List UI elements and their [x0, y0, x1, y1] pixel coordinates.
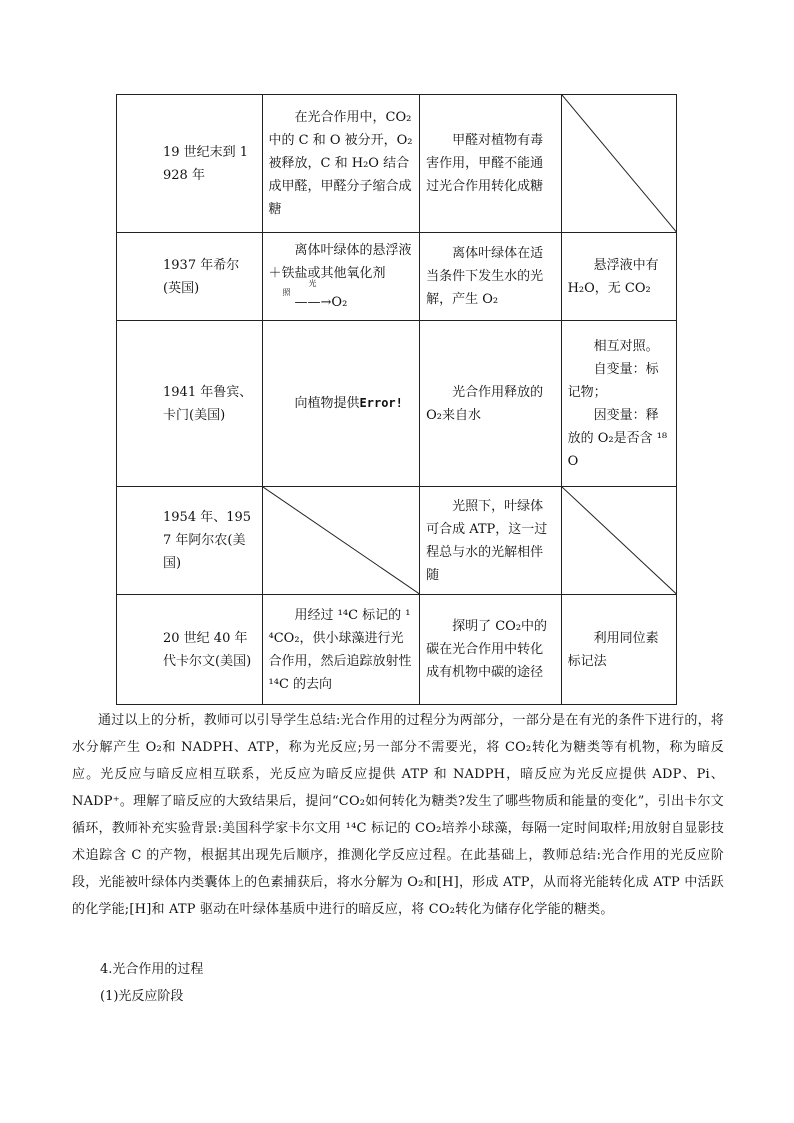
diagonal-line — [562, 487, 676, 594]
method-prefix: 向植物提供 — [294, 396, 360, 411]
empty-diagonal-cell — [561, 487, 676, 595]
conclusion-text: 离体叶绿体在适当条件下发生水的光解，产生 O₂ — [426, 246, 544, 307]
era-text: 20 世纪 40 年代卡尔文(美国) — [163, 630, 252, 669]
method-suffix: →O₂ — [320, 295, 348, 310]
method-cell — [262, 95, 420, 233]
method-text: 用经过 ¹⁴C 标记的 ¹⁴CO₂，供小球藻进行光合作用，然后追踪放射性 ¹⁴C 的去向 — [268, 607, 412, 692]
conclusion-cell — [420, 487, 562, 595]
subsection-heading: (1)光反应阶段 — [100, 989, 184, 1004]
era-text: 1954 年、1957 年阿尔农(美国) — [163, 510, 252, 571]
era-text: 1937 年希尔 (英国) — [163, 257, 240, 296]
conclusion-text: 探明了 CO₂中的碳在光合作用中转化成有机物中碳的途径 — [426, 619, 548, 680]
table-row — [117, 233, 677, 321]
era-cell — [117, 487, 263, 595]
note-cell — [561, 233, 676, 321]
method-cell — [262, 595, 420, 705]
table-row — [117, 321, 677, 487]
era-text: 1941 年鲁宾、卡门(美国) — [163, 384, 253, 423]
conclusion-cell — [420, 233, 562, 321]
table-row — [117, 595, 677, 705]
method-cell — [262, 321, 420, 487]
summary-paragraph-block — [72, 707, 724, 923]
empty-diagonal-cell — [262, 487, 420, 595]
note-line: 自变量：标记物； — [567, 361, 659, 400]
conclusion-text: 光合作用释放的 O₂来自水 — [426, 384, 544, 423]
table-row — [117, 487, 677, 595]
era-cell — [117, 233, 263, 321]
method-text: 在光合作用中，CO₂中的 C 和 O 被分开，O₂被释放，C 和 H₂O 结合成甲醛，甲醛分子缩合成糖 — [268, 110, 413, 217]
note-line: 因变量：释放的 O₂是否含 ¹⁸O — [567, 407, 668, 469]
conclusion-text: 光照下，叶绿体可合成 ATP，这一过程总与水的光解相伴随 — [426, 498, 548, 583]
method-text — [269, 392, 414, 415]
note-text: 利用同位素标记法 — [567, 630, 659, 669]
era-cell — [117, 595, 263, 705]
table-row — [117, 95, 677, 233]
section-heading: 4.光合作用的过程 — [100, 962, 204, 977]
era-cell — [117, 321, 263, 487]
diagonal-line — [263, 487, 420, 594]
note-text: 悬浮液中有 H₂O，无 CO₂ — [567, 257, 659, 296]
light-arrow: — 光照 — — [282, 279, 321, 310]
era-text: 19 世纪末到 1928 年 — [163, 144, 249, 183]
empty-diagonal-cell — [561, 95, 676, 233]
conclusion-cell — [420, 95, 562, 233]
history-table — [116, 94, 677, 705]
note-cell — [561, 595, 676, 705]
method-text — [269, 239, 414, 314]
method-prefix: 离体叶绿体的悬浮液＋铁盐或其他氧化剂 — [268, 243, 412, 281]
note-line: 相互对照。 — [593, 338, 659, 354]
conclusion-cell — [420, 321, 562, 487]
summary-paragraph: 通过以上的分析，教师可以引导学生总结:光合作用的过程分为两部分，一部分是在有光的条件下进行的，将水分解产生 O₂和 NADPH、ATP，称为光反应;另一部分不需要光，将 CO₂转化为糖类等有机物，称为暗反应。光反应与暗反应相互联系，光反应为暗反应提供 ATP 和 NADPH，暗反应为光反应提供 ADP、Pi、NADP⁺。理解了暗反应的大致结果后，提问“CO₂如何转化为糖类?发生了哪些物质和能量的变化”，引出卡尔文循环，教师补充实验背景:美国科学家卡尔文用 ¹⁴C 标记的 CO₂培养小球藻，每隔一定时间取样;用放射自显影技术追踪含 C 的产物，根据其出现先后顺序，推测化学反应过程。在此基础上，教师总结:光合作用的光反应阶段，光能被叶绿体内类囊体上的色素捕获后，将水分解为 O₂和[H]，形成 ATP，从而将光能转化成 ATP 中活跃的化学能;[H]和 ATP 驱动在叶绿体基质中进行的暗反应，将 CO₂转化为储存化学能的糖类。 — [72, 713, 724, 917]
diagonal-line — [562, 95, 676, 232]
conclusion-text: 甲醛对植物有毒害作用，甲醛不能通过光合作用转化成糖 — [426, 133, 544, 194]
error-field: Error! — [359, 396, 403, 410]
method-cell — [262, 233, 420, 321]
era-cell — [117, 95, 263, 233]
arrow-label: 光照 — [282, 279, 317, 297]
conclusion-cell — [420, 595, 562, 705]
note-cell — [561, 321, 676, 487]
